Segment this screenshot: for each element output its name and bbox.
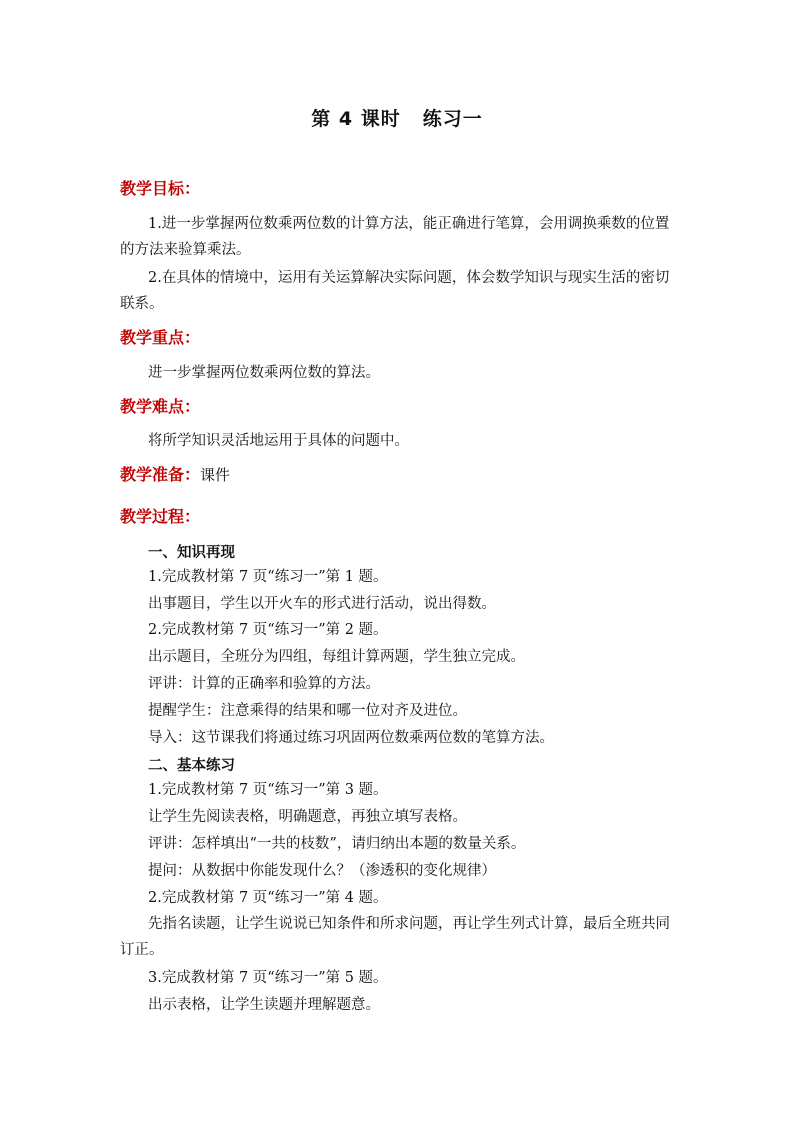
page-title	[0, 104, 794, 131]
section-2-wrapped-paragraph: 先指名读题，让学生说说已知条件和所求问题，再让学生列式计算，最后全班共同订正。	[120, 916, 670, 958]
section-1-line: 提醒学生：注意乘得的结果和哪一位对齐及进位。	[148, 703, 467, 719]
section-2-line: 3.完成教材第 7 页“练习一”第 5 题。	[148, 970, 388, 986]
section-1-line: 出示题目，全班分为四组，每组计算两题，学生独立完成。	[148, 649, 525, 665]
section-2-line: 评讲：怎样填出“一共的枝数”，请归纳出本题的数量关系。	[148, 836, 526, 852]
section-2-line: 让学生先阅读表格，明确题意，再独立填写表格。	[148, 809, 467, 825]
section-2-title: 二、基本练习	[148, 758, 235, 774]
goals-heading: 教学目标：	[120, 179, 201, 198]
preparation-label: 教学准备：	[120, 465, 201, 484]
section-1-line: 出事题目，学生以开火车的形式进行活动，说出得数。	[148, 596, 496, 612]
difficulties-text: 将所学知识灵活地运用于具体的问题中。	[148, 433, 409, 449]
difficulties-heading: 教学难点：	[120, 397, 201, 416]
section-1-title: 一、知识再现	[148, 545, 235, 561]
preparation-heading	[120, 462, 230, 485]
lesson-name: 练习一	[422, 108, 483, 130]
lesson-number: 第 4 课时	[311, 108, 401, 130]
section-1-line: 导入：这节课我们将通过练习巩固两位数乘两位数的笔算方法。	[148, 730, 554, 746]
section-1-line: 1.完成教材第 7 页“练习一”第 1 题。	[148, 569, 388, 585]
section-2-line: 1.完成教材第 7 页“练习一”第 3 题。	[148, 782, 388, 798]
key-points-text: 进一步掌握两位数乘两位数的算法。	[148, 365, 380, 381]
process-heading: 教学过程：	[120, 507, 201, 526]
key-points-heading: 教学重点：	[120, 328, 201, 347]
section-2-line: 2.完成教材第 7 页“练习一”第 4 题。	[148, 890, 388, 906]
goal-item-2: 2.在具体的情境中，运用有关运算解决实际问题，体会数学知识与现实生活的密切联系。	[120, 270, 670, 312]
preparation-text: 课件	[200, 466, 231, 484]
section-2-line: 提问：从数据中你能发现什么？（渗透积的变化规律）	[148, 863, 496, 879]
section-2-line: 出示表格，让学生读题并理解题意。	[148, 997, 380, 1013]
section-1-line: 2.完成教材第 7 页“练习一”第 2 题。	[148, 622, 388, 638]
goal-item-1: 1.进一步掌握两位数乘两位数的计算方法，能正确进行笔算，会用调换乘数的位置的方法来验算乘法。	[120, 216, 670, 258]
section-1-line: 评讲：计算的正确率和验算的方法。	[148, 676, 380, 692]
